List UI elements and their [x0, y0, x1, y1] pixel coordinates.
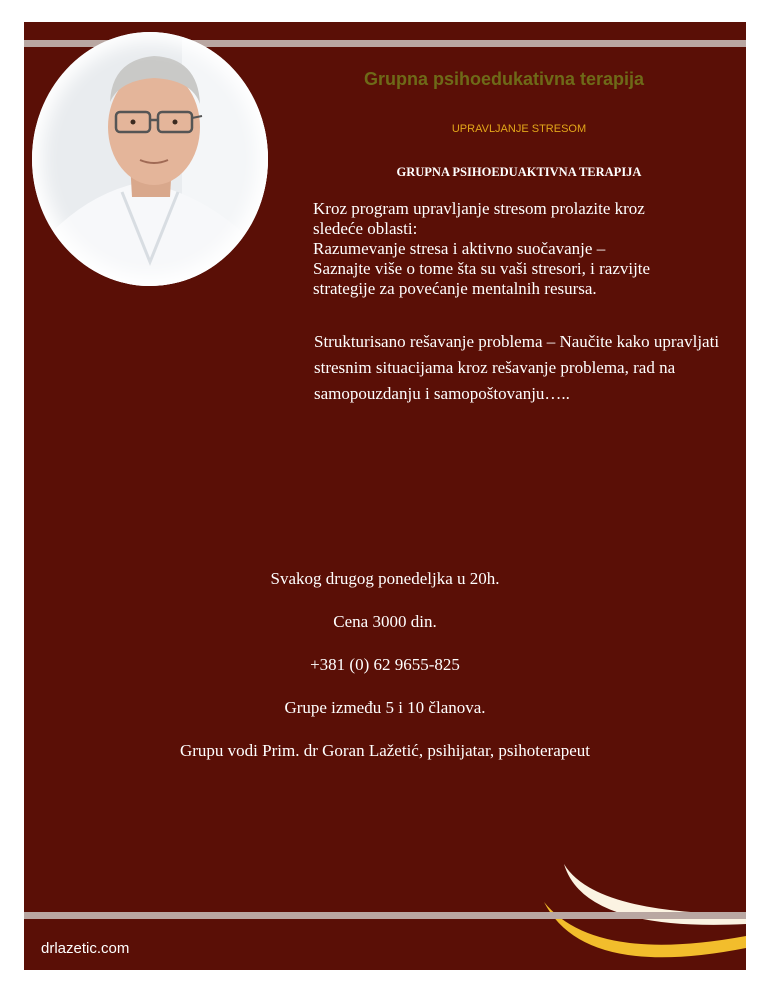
page-subtitle: UPRAVLJANJE STRESOM [451, 123, 587, 135]
bottom-divider [24, 912, 746, 919]
group-size-text: Grupe između 5 i 10 članova. [284, 698, 486, 717]
website-link[interactable]: drlazetic.com [41, 940, 130, 957]
intro-line: Saznajte više o tome šta su vaši stresori, i razvijte [313, 259, 651, 278]
section-heading: GRUPNA PSIHOEDUAKTIVNA TERAPIJA [396, 165, 642, 179]
flyer-page [24, 22, 746, 970]
group-leader-text: Grupu vodi Prim. dr Goran Lažetić, psihijatar, psihoterapeut [179, 741, 591, 760]
intro-line: sledeće oblasti: [313, 219, 418, 238]
problem-solving-paragraph: Strukturisano rešavanje problema – Naučite kako upravljati stresnim situacijama kroz rešavanje problema, rad na samopouzdanju i samopoštovanju….. [314, 332, 720, 403]
page-title: Grupna psihoedukativna terapija [363, 69, 645, 89]
phone-number: +381 (0) 62 9655-825 [310, 655, 460, 674]
intro-paragraph [313, 199, 733, 299]
intro-line: strategije za povećanje mentalnih resursa. [313, 279, 597, 298]
decorative-swoosh [524, 852, 746, 970]
price-text: Cena 3000 din. [333, 612, 437, 631]
schedule-text: Svakog drugog ponedeljka u 20h. [270, 569, 500, 588]
doctor-portrait [32, 32, 268, 286]
intro-line: Kroz program upravljanje stresom prolazite kroz [313, 199, 645, 218]
intro-line: Razumevanje stresa i aktivno suočavanje – [313, 239, 606, 258]
